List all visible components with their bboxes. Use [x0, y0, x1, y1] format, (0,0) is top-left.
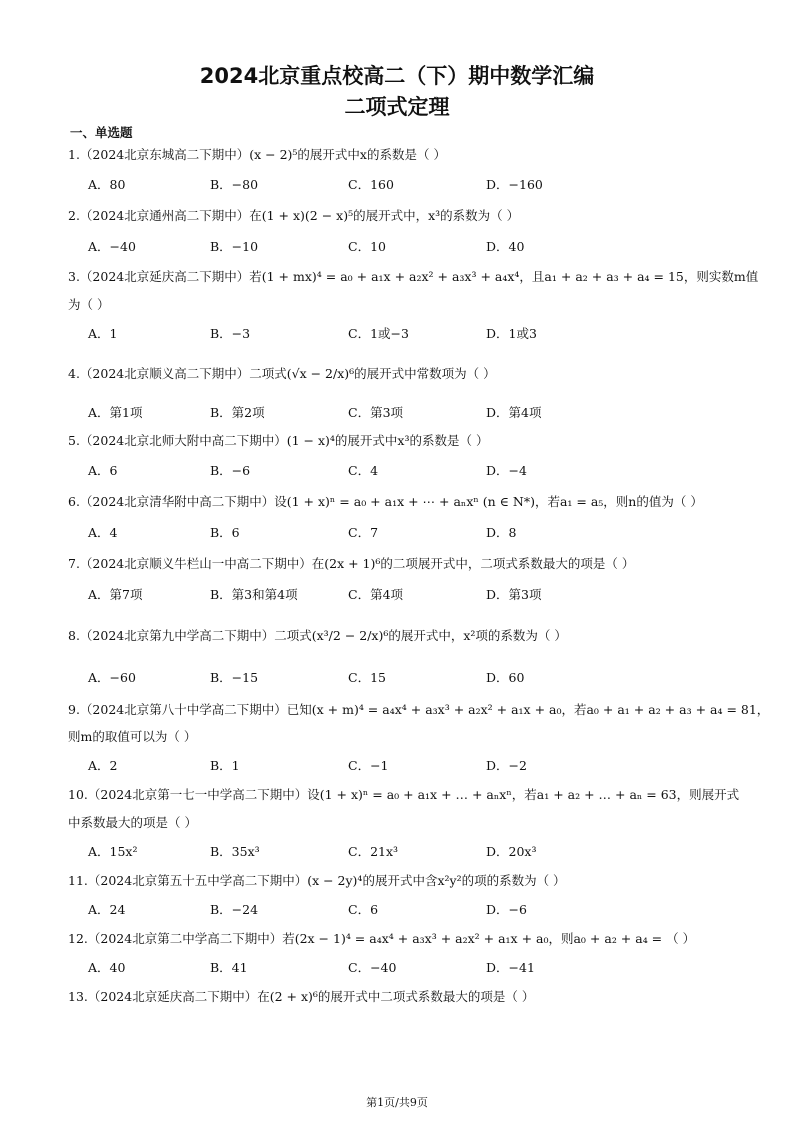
option-c: C．第4项 — [348, 587, 404, 602]
option-a: A．−40 — [88, 239, 136, 254]
options-11 — [88, 900, 708, 920]
option-d: D．40 — [486, 239, 525, 254]
option-c: C．15 — [348, 670, 386, 685]
question-12: 12.（2024北京第二中学高二下期中）若(2x − 1)⁴ = a₄x⁴ + a₃x³ + a₂x² + a₁x + a₀，则a₀ + a₂ + a₄ = （ ） — [68, 931, 696, 946]
option-d: D．1或3 — [486, 326, 537, 341]
question-10-continued: 中系数最大的项是（ ） — [68, 815, 197, 830]
options-8 — [88, 668, 708, 688]
question-3: 3.（2024北京延庆高二下期中）若(1 + mx)⁴ = a₀ + a₁x + a₂x² + a₃x³ + a₄x⁴，且a₁ + a₂ + a₃ + a₄ = 15，则实数m值 — [68, 269, 759, 284]
option-b: B．−15 — [210, 670, 259, 685]
question-10: 10.（2024北京第一七一中学高二下期中）设(1 + x)ⁿ = a₀ + a₁x + … + aₙxⁿ，若a₁ + a₂ + … + aₙ = 63，则展开式 — [68, 787, 740, 802]
question-9-continued: 则m的取值可以为（ ） — [68, 729, 197, 744]
options-1 — [88, 175, 708, 195]
options-5 — [88, 461, 708, 481]
option-c: C．160 — [348, 177, 394, 192]
page-footer: 第1页/共9页 — [366, 1096, 428, 1109]
option-a: A．4 — [88, 525, 118, 540]
option-d: D．第3项 — [486, 587, 542, 602]
option-b: B．第3和第4项 — [210, 587, 298, 602]
question-11: 11.（2024北京第五十五中学高二下期中）(x − 2y)⁴的展开式中含x²y²的项的系数为（ ） — [68, 873, 566, 888]
question-5: 5.（2024北京北师大附中高二下期中）(1 − x)⁴的展开式中x³的系数是（ ） — [68, 433, 489, 448]
document-subtitle: 二项式定理 — [344, 95, 450, 119]
options-3 — [88, 324, 708, 344]
option-d: D．−41 — [486, 960, 535, 975]
option-b: B．41 — [210, 960, 248, 975]
option-a: A．15x² — [88, 844, 138, 859]
option-c: C．4 — [348, 463, 379, 478]
question-7: 7.（2024北京顺义牛栏山一中高二下期中）在(2x + 1)⁶的二项展开式中，二项式系数最大的项是（ ） — [68, 556, 635, 571]
option-d: D．20x³ — [486, 844, 537, 859]
question-13: 13.（2024北京延庆高二下期中）在(2 + x)⁶的展开式中二项式系数最大的项是（ ） — [68, 989, 535, 1004]
option-d: D．第4项 — [486, 405, 542, 420]
option-b: B．6 — [210, 525, 240, 540]
option-b: B．1 — [210, 758, 240, 773]
question-2: 2.（2024北京通州高二下期中）在(1 + x)(2 − x)⁵的展开式中，x³的系数为（ ） — [68, 208, 520, 223]
option-b: B．−3 — [210, 326, 251, 341]
options-12 — [88, 958, 708, 978]
options-2 — [88, 237, 708, 257]
option-b: B．−80 — [210, 177, 259, 192]
option-c: C．−40 — [348, 960, 397, 975]
option-d: D．−2 — [486, 758, 527, 773]
document-title: 2024北京重点校高二（下）期中数学汇编 — [199, 64, 595, 88]
option-a: A．−60 — [88, 670, 136, 685]
options-4 — [88, 403, 708, 423]
question-6: 6.（2024北京清华附中高二下期中）设(1 + x)ⁿ = a₀ + a₁x + ⋯ + aₙxⁿ (n ∈ N*)，若a₁ = a₅，则n的值为（ ） — [68, 494, 703, 509]
question-4: 4.（2024北京顺义高二下期中）二项式(√x − 2/x)⁶的展开式中常数项为（ ） — [68, 366, 496, 381]
option-b: B．第2项 — [210, 405, 265, 420]
option-c: C．7 — [348, 525, 379, 540]
option-d: D．60 — [486, 670, 525, 685]
option-a: A．80 — [88, 177, 126, 192]
option-c: C．−1 — [348, 758, 389, 773]
option-b: B．−10 — [210, 239, 259, 254]
question-1: 1.（2024北京东城高二下期中）(x − 2)⁵的展开式中x的系数是（ ） — [68, 147, 446, 162]
question-9: 9.（2024北京第八十中学高二下期中）已知(x + m)⁴ = a₄x⁴ + a₃x³ + a₂x² + a₁x + a₀，若a₀ + a₁ + a₂ + a₃ + a₄ = 81， — [68, 702, 770, 717]
option-b: B．−24 — [210, 902, 259, 917]
option-a: A．第1项 — [88, 405, 143, 420]
option-a: A．第7项 — [88, 587, 143, 602]
option-c: C．6 — [348, 902, 379, 917]
option-c: C．21x³ — [348, 844, 399, 859]
question-3-continued: 为（ ） — [68, 297, 110, 312]
option-d: D．−6 — [486, 902, 527, 917]
option-a: A．6 — [88, 463, 118, 478]
option-d: D．−4 — [486, 463, 527, 478]
option-b: B．35x³ — [210, 844, 260, 859]
options-6 — [88, 523, 708, 543]
options-7 — [88, 585, 708, 605]
options-9 — [88, 756, 708, 776]
question-8: 8.（2024北京第九中学高二下期中）二项式(x³/2 − 2/x)⁶的展开式中，x²项的系数为（ ） — [68, 628, 567, 643]
section-heading: 一、单选题 — [70, 125, 133, 140]
option-b: B．−6 — [210, 463, 251, 478]
option-c: C．第3项 — [348, 405, 404, 420]
option-c: C．10 — [348, 239, 386, 254]
options-10 — [88, 842, 708, 862]
option-a: A．2 — [88, 758, 118, 773]
option-a: A．40 — [88, 960, 126, 975]
option-c: C．1或−3 — [348, 326, 409, 341]
option-a: A．24 — [88, 902, 126, 917]
option-a: A．1 — [88, 326, 118, 341]
option-d: D．8 — [486, 525, 517, 540]
option-d: D．−160 — [486, 177, 543, 192]
